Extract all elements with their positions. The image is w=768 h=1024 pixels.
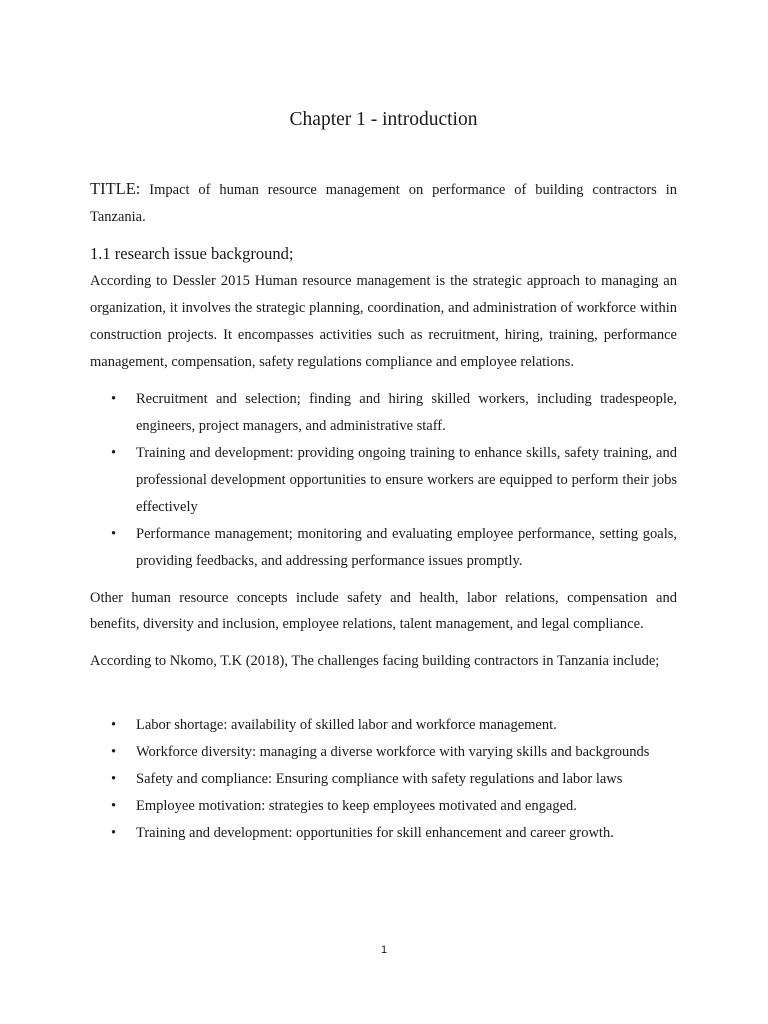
paragraph-other-concepts: Other human resource concepts include safety and health, labor relations, compensation and benefits, diversity and inclusion, employee relations, talent management, and legal compliance. [90, 590, 677, 632]
bullet-icon: • [111, 717, 117, 733]
bullet-icon: • [111, 445, 117, 461]
bullet-icon: • [111, 825, 117, 841]
document-title-paragraph [90, 175, 677, 231]
hrm-activities-list [90, 386, 677, 575]
bullet-icon: • [111, 391, 117, 407]
page-number: 1 [380, 944, 388, 956]
chapter-title: Chapter 1 - introduction [289, 109, 478, 130]
section-heading: 1.1 research issue background; [90, 244, 294, 263]
title-label: TITLE: [90, 179, 141, 198]
list-item [90, 793, 677, 820]
list-item-text: Workforce diversity: managing a diverse workforce with varying skills and backgrounds [136, 744, 650, 760]
list-item-text: Training and development: opportunities for skill enhancement and career growth. [136, 825, 614, 841]
paragraph-hrm-definition: According to Dessler 2015 Human resource management is the strategic approach to managing an organization, it involves the strategic planning, coordination, and administration of workforce within construction projects. It encompasses activities such as recruitment, hiring, training, performance management, compensation, safety regulations compliance and employee relations. [90, 273, 677, 370]
bullet-icon: • [111, 526, 117, 542]
paragraph-challenges-intro: According to Nkomo, T.K (2018), The challenges facing building contractors in Tanzania include; [90, 653, 660, 669]
list-item-text: Training and development: providing ongoing training to enhance skills, safety training, and professional development opportunities to ensure workers are equipped to perform their jobs effectively [136, 445, 677, 515]
list-item-text: Employee motivation: strategies to keep employees motivated and engaged. [136, 798, 577, 814]
list-item-text: Recruitment and selection; finding and hiring skilled workers, including tradespeople, engineers, project managers, and administrative staff. [136, 391, 677, 434]
bullet-icon: • [111, 798, 117, 814]
title-text: Impact of human resource management on performance of building contractors in Tanzania. [90, 182, 677, 225]
list-item [90, 766, 677, 793]
list-item [90, 739, 677, 766]
list-item [90, 820, 677, 847]
list-item-text: Performance management; monitoring and evaluating employee performance, setting goals, providing feedbacks, and addressing performance issues promptly. [136, 526, 677, 569]
bullet-icon: • [111, 744, 117, 760]
challenges-list [90, 712, 677, 847]
list-item [90, 440, 677, 521]
list-item-text: Labor shortage: availability of skilled labor and workforce management. [136, 717, 557, 733]
list-item [90, 712, 677, 739]
list-item [90, 521, 677, 575]
bullet-icon: • [111, 771, 117, 787]
list-item-text: Safety and compliance: Ensuring compliance with safety regulations and labor laws [136, 771, 623, 787]
list-item [90, 386, 677, 440]
